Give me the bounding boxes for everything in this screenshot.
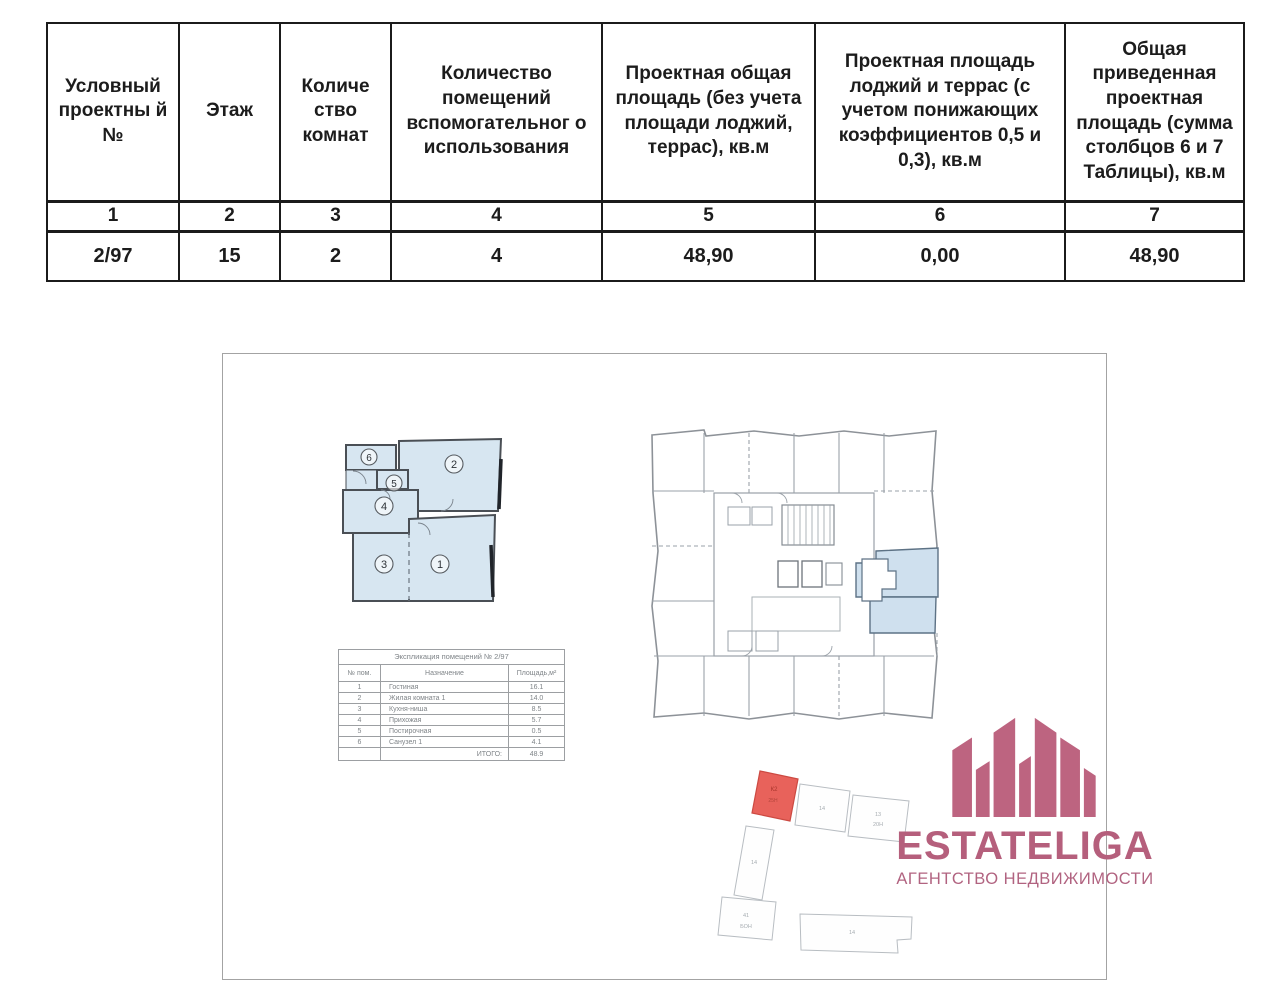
exp-col-header: № пом. [339, 665, 381, 682]
exp-col-header: Площадь,м² [509, 665, 565, 682]
col-header: Общая приведенная проектная площадь (сумма столбцов 6 и 7 Таблицы), кв.м [1065, 23, 1244, 201]
svg-text:13: 13 [874, 812, 882, 818]
aux-rooms-cell: 4 [391, 231, 602, 281]
col-number: 1 [47, 201, 179, 231]
explication-title-row [339, 650, 565, 665]
exp-row [339, 693, 565, 704]
logo-subtitle: АГЕНТСТВО НЕДВИЖИМОСТИ [896, 870, 1154, 888]
col-number: 4 [391, 201, 602, 231]
summary-value-row [47, 231, 1244, 281]
exp-total-value: 48.9 [509, 748, 565, 761]
svg-text:14: 14 [848, 930, 856, 936]
bathroom-block [728, 507, 750, 525]
exp-empty-cell [339, 748, 381, 761]
exp-cell: Гостиная [381, 682, 509, 693]
exp-cell: 1 [339, 682, 381, 693]
room-number-4: 4 [380, 501, 388, 513]
elevator-shaft [802, 561, 822, 587]
col-header: Количество помещений вспомогательног о использования [391, 23, 602, 201]
explication-header-row [339, 665, 565, 682]
unit-number-cell: 2/97 [47, 231, 179, 281]
exp-col-header: Назначение [381, 665, 509, 682]
exp-cell: 6 [339, 737, 381, 748]
site-building [800, 914, 912, 953]
highlighted-building-label-1: К2 [770, 787, 778, 793]
exp-row [339, 737, 565, 748]
col-number: 5 [602, 201, 815, 231]
bathroom-block [752, 507, 772, 525]
floor-plan-sheet [222, 353, 1154, 980]
exp-cell: Прихожая [381, 715, 509, 726]
floor-cell: 15 [179, 231, 280, 281]
room-number-2: 2 [450, 459, 458, 471]
summary-index-row [47, 201, 1244, 231]
exp-total-label: ИТОГО: [381, 748, 509, 761]
exp-row [339, 726, 565, 737]
exp-cell: Санузел 1 [381, 737, 509, 748]
exp-row [339, 715, 565, 726]
total-area-cell: 48,90 [1065, 231, 1244, 281]
loggia-area-cell: 0,00 [815, 231, 1065, 281]
explication-table [338, 649, 565, 761]
room-1-shape [409, 515, 495, 601]
exp-cell: 5.7 [509, 715, 565, 726]
col-number: 6 [815, 201, 1065, 231]
room-number-6: 6 [366, 453, 372, 464]
exp-cell: 8.5 [509, 704, 565, 715]
col-header: Проектная площадь лоджий и террас (с учетом понижающих коэффициентов 0,5 и 0,3), кв.м [815, 23, 1065, 201]
exp-cell: 3 [339, 704, 381, 715]
exp-cell: 4 [339, 715, 381, 726]
col-number: 7 [1065, 201, 1244, 231]
exp-row [339, 682, 565, 693]
bathroom-block [728, 631, 752, 651]
building-floor-plan [644, 421, 944, 726]
svg-text:41: 41 [742, 913, 750, 919]
hall-connector-shape [346, 470, 377, 490]
col-header: Условный проектны й № [47, 23, 179, 201]
svg-text:14: 14 [818, 806, 826, 812]
service-shaft [826, 563, 842, 585]
summary-header-row [47, 23, 1244, 201]
exp-cell: 14.0 [509, 693, 565, 704]
col-number: 2 [179, 201, 280, 231]
exp-cell: Жилая комната 1 [381, 693, 509, 704]
col-header: Проектная общая площадь (без учета площади лоджий, террас), кв.м [602, 23, 815, 201]
svg-text:20Н: 20Н [872, 822, 884, 828]
exp-cell: Постирочная [381, 726, 509, 737]
elevator-shaft [778, 561, 798, 587]
explication-title: Экспликация помещений № 2/97 [339, 650, 565, 665]
exp-cell: 2 [339, 693, 381, 704]
col-header: Этаж [179, 23, 280, 201]
logo-title: ESTATELIGA [896, 824, 1154, 868]
highlighted-building-label-2: 25Н [768, 798, 778, 804]
svg-text:БОН: БОН [740, 924, 752, 930]
explication-total-row [339, 748, 565, 761]
highlighted-building [752, 771, 798, 821]
svg-text:14: 14 [750, 860, 758, 866]
exp-cell: 16.1 [509, 682, 565, 693]
lobby [752, 597, 840, 631]
summary-table [46, 22, 1245, 282]
area-cell: 48,90 [602, 231, 815, 281]
room-number-1: 1 [436, 559, 444, 571]
exp-cell: 5 [339, 726, 381, 737]
room-number-5: 5 [391, 479, 397, 490]
bathroom-block [756, 631, 778, 651]
room-number-3: 3 [380, 559, 388, 571]
exp-cell: 4.1 [509, 737, 565, 748]
exp-row [339, 704, 565, 715]
exp-cell: 0.5 [509, 726, 565, 737]
rooms-count-cell: 2 [280, 231, 391, 281]
apartment-floor-plan [337, 437, 509, 607]
logo-buildings-icon [949, 711, 1099, 819]
col-header: Количе ство комнат [280, 23, 391, 201]
col-number: 3 [280, 201, 391, 231]
exp-cell: Кухня-ниша [381, 704, 509, 715]
